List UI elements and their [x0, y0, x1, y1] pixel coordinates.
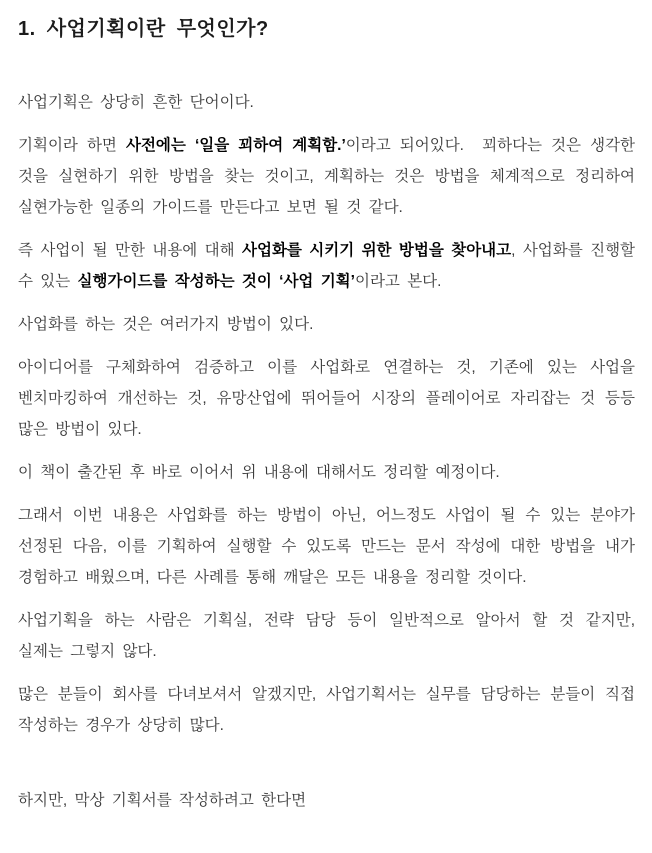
text-run: 아이디어를 구체화하여 검증하고 이를 사업화로 연결하는 것, 기존에 있는 사업을 벤치마킹하여 개선하는 것, 유망산업에 뛰어들어 시장의 플레이어로 자리잡는 것 등등 많은 방법이 있다.	[18, 359, 635, 438]
paragraph	[18, 309, 635, 340]
emphasis-text: 실행가이드를 작성하는 것이 ‘사업 기획’	[77, 273, 355, 290]
paragraph	[18, 605, 635, 667]
text-run: 사업기획은 상당히 흔한 단어이다.	[18, 94, 254, 111]
text-run: 이 책이 출간된 후 바로 이어서 위 내용에 대해서도 정리할 예정이다.	[18, 464, 500, 481]
text-run: 사업화를 하는 것은 여러가지 방법이 있다.	[18, 316, 314, 333]
paragraph	[18, 457, 635, 488]
text-run: 이라고 되어있다. 꾀하다는 것은 생각한 것을 실현하기 위한 방법을 찾는 것이고, 계획하는 것은 방법을 체계적으로 정리하여 실현가능한 일종의 가이드를 만든다고 보면 될 것 같다.	[18, 137, 636, 216]
text-run: 사업기획을 하는 사람은 기획실, 전략 담당 등이 일반적으로 알아서 할 것 같지만, 실제는 그렇지 않다.	[18, 612, 635, 660]
paragraph	[18, 87, 635, 118]
text-run: 많은 분들이 회사를 다녀보셔서 알겠지만, 사업기획서는 실무를 담당하는 분들이 직접 작성하는 경우가 상당히 많다.	[18, 686, 635, 734]
text-run: , 사업화를 진행할 수 있는	[18, 242, 636, 290]
document-title: 1. 사업기획이란 무엇인가?	[18, 18, 269, 40]
paragraph	[18, 785, 635, 816]
emphasis-text: 사업화를 시키기 위한 방법을 찾아내고	[242, 242, 512, 259]
paragraph	[18, 130, 635, 223]
paragraph	[18, 679, 635, 741]
paragraph	[18, 500, 635, 593]
text-run: 즉 사업이 될 만한 내용에 대해	[18, 242, 242, 259]
paragraph	[18, 352, 635, 445]
text-run: 그래서 이번 내용은 사업화를 하는 방법이 아닌, 어느정도 사업이 될 수 있는 분야가 선정된 다음, 이를 기획하여 실행할 수 있도록 만드는 문서 작성에 대한 방법을 내가 경험하고 배웠으며, 다른 사례를 통해 깨달은 모든 내용을 정리할 것이다.	[18, 507, 635, 586]
document-body	[18, 87, 635, 816]
text-run: 이라고 본다.	[354, 273, 442, 290]
emphasis-text: 사전에는 ‘일을 꾀하여 계획함.’	[125, 137, 346, 154]
text-run: 기획이라 하면	[18, 137, 126, 154]
text-run: 하지만, 막상 기획서를 작성하려고 한다면	[18, 792, 307, 809]
paragraph	[18, 235, 635, 297]
